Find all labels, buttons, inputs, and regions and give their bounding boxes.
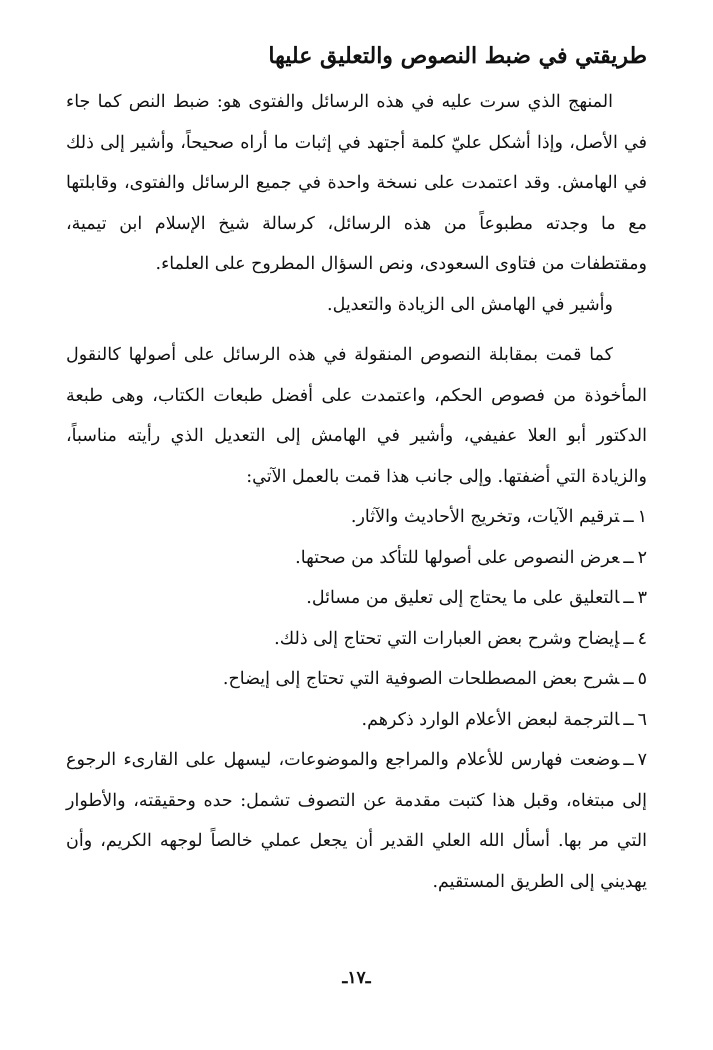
paragraph-comparison: كما قمت بمقابلة النصوص المنقولة في هذه الرسائل على أصولها كالنقول المأخوذة من فصوص الحكم، واعتمدت على أفضل طبعات الكتاب، وهى طبعة الدكتور أبو العلا عفيفي، وأشير في الهامش إلى التعديل الذي رأيته مناسباً، والزيادة التي أضفتها. وإلى جانب هذا قمت بالعمل الآتي: (66, 345, 647, 487)
list-item-number: ٦ (637, 709, 647, 730)
list-item-dash: ــ (623, 547, 634, 568)
paragraph-methodology: المنهج الذي سرت عليه في هذه الرسائل والفتوى هو: ضبط النص كما جاء في الأصل، وإذا أشكل عليّ كلمة أجتهد في إثبات ما أراه صحيحاً، وأشير إلى ذلك في الهامش. وقد اعتمدت على نسخة واحدة في جميع الرسائل والفتوى، وقابلتها مع ما وجدته مطبوعاً من هذه الرسائل، كرسالة شيخ الإسلام ابن تيمية، ومقتطفات من فتاوى السعودى، ونص السؤال المطروح على العلماء. (66, 92, 647, 274)
section-heading: طريقتي في ضبط النصوص والتعليق عليها (268, 43, 647, 69)
list-item-dash: ــ (623, 750, 634, 770)
list-item-number: ٢ (637, 547, 647, 568)
page-content (66, 36, 647, 902)
list-item (66, 538, 647, 579)
spacer (66, 325, 647, 335)
list-item-number: ١ (637, 507, 647, 527)
list-item-text: الترجمة لبعض الأعلام الوارد ذكرهم. (361, 709, 620, 730)
list-item-dash: ــ (623, 709, 634, 730)
list-item-number: ٣ (637, 588, 647, 608)
list-item-text: وضعت فهارس للأعلام والمراجع والموضوعات، ليسهل على القارىء الرجوع إلى مبتغاه، وقبل هذا كتبت مقدمة عن التصوف تشمل: حده وحقيقته، والأطوار التي مر بها. أسأل الله العلي القدير أن يجعل عملي خالصاً لوجهه الكريم، وأن يهديني إلى الطريق المستقيم. (66, 750, 647, 892)
list-item (66, 700, 647, 741)
list-item (66, 578, 647, 619)
paragraph-margin-note: وأشير في الهامش الى الزيادة والتعديل. (327, 294, 613, 315)
list-item (66, 740, 647, 902)
list-item-dash: ــ (623, 669, 634, 689)
list-item-dash: ــ (623, 507, 634, 527)
list-item-number: ٥ (637, 669, 647, 689)
list-item (66, 497, 647, 538)
list-item (66, 659, 647, 700)
list-item-number: ٤ (637, 628, 647, 649)
list-item (66, 619, 647, 660)
list-item-number: ٧ (637, 750, 647, 770)
page-number: ـ١٧ـ (342, 968, 371, 988)
work-list (66, 497, 647, 902)
list-item-dash: ــ (623, 588, 634, 608)
list-item-text: ترقيم الآيات، وتخريج الأحاديث والآثار. (350, 507, 620, 527)
list-item-text: التعليق على ما يحتاج إلى تعليق من مسائل. (306, 588, 620, 608)
list-item-text: شرح بعض المصطلحات الصوفية التي تحتاج إلى إيضاح. (222, 669, 620, 689)
list-item-text: عرض النصوص على أصولها للتأكد من صحتها. (295, 547, 620, 568)
list-item-dash: ــ (623, 628, 634, 649)
list-item-text: إيضاح وشرح بعض العبارات التي تحتاج إلى ذلك. (274, 628, 620, 649)
